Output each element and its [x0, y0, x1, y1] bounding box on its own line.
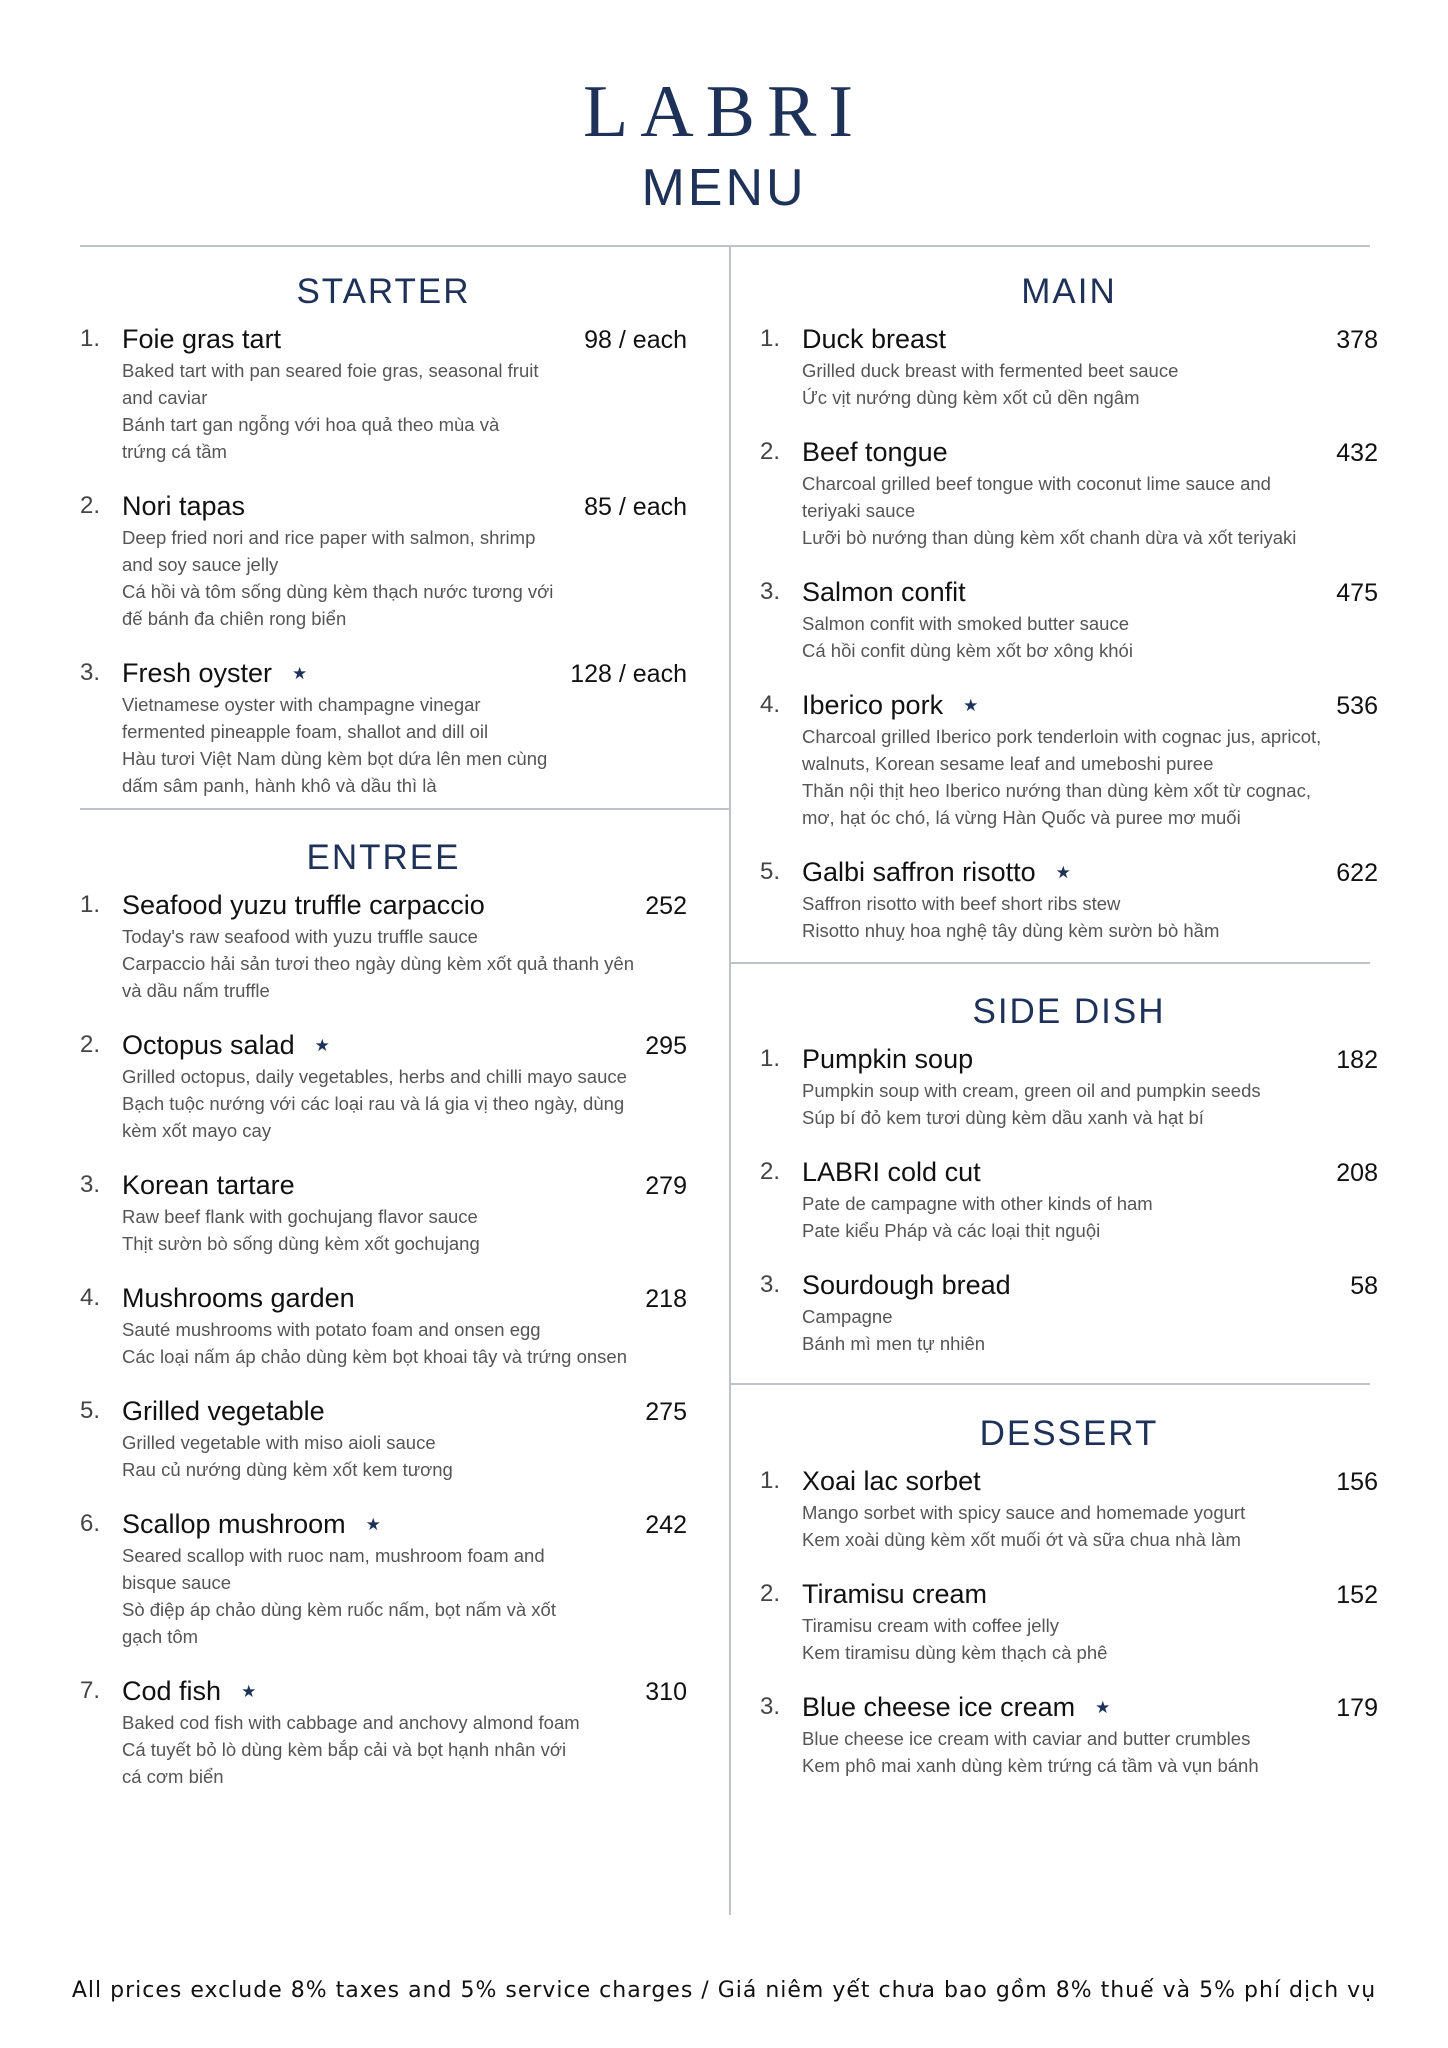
item-description: Baked tart with pan seared foie gras, seasonal fruit	[122, 360, 539, 381]
item-name: Mushrooms garden	[122, 1283, 355, 1313]
item-price: 279	[645, 1172, 687, 1200]
item-description: Sò điệp áp chảo dùng kèm ruốc nấm, bọt nấm và xốt	[122, 1599, 556, 1620]
menu-item	[760, 1268, 1378, 1357]
menu-item	[80, 1028, 687, 1144]
section-title: STARTER	[296, 272, 471, 311]
item-number: 2.	[760, 1580, 781, 1607]
item-name: Salmon confit	[802, 577, 966, 607]
menu-item	[80, 1507, 687, 1650]
item-description: Raw beef flank with gochujang flavor sauce	[122, 1206, 478, 1227]
starter-section	[80, 270, 687, 823]
item-description: bisque sauce	[122, 1572, 232, 1593]
menu-item	[80, 1281, 687, 1370]
item-name: Cod fish	[122, 1676, 222, 1706]
star-icon: ★	[1095, 1698, 1111, 1717]
menu-item	[760, 1155, 1378, 1244]
item-number: 4.	[80, 1284, 101, 1311]
item-price: 218	[645, 1285, 687, 1313]
item-description: Kem xoài dùng kèm xốt muối ớt và sữa chua nhà làm	[802, 1529, 1241, 1550]
menu-item	[80, 1674, 687, 1790]
item-name: Tiramisu cream	[802, 1579, 988, 1609]
item-description: Kem tiramisu dùng kèm thạch cà phê	[802, 1642, 1108, 1663]
item-price: 182	[1336, 1046, 1378, 1074]
item-name: Beef tongue	[802, 437, 948, 467]
item-description: Pumpkin soup with cream, green oil and pumpkin seeds	[802, 1080, 1261, 1101]
menu-item	[760, 1042, 1378, 1131]
item-number: 3.	[80, 659, 101, 686]
item-name: Fresh oyster	[122, 658, 273, 688]
item-number: 1.	[80, 325, 101, 352]
item-name: Scallop mushroom	[122, 1509, 346, 1539]
star-icon: ★	[963, 696, 979, 715]
menu-item	[760, 575, 1378, 664]
item-price: 208	[1336, 1159, 1378, 1187]
item-description: Ức vịt nướng dùng kèm xốt củ dền ngâm	[802, 387, 1140, 408]
item-number: 1.	[80, 891, 101, 918]
side-dessert-divider	[731, 1383, 1370, 1385]
menu-item	[80, 489, 687, 632]
item-description: Súp bí đỏ kem tươi dùng kèm dầu xanh và hạt bí	[802, 1107, 1204, 1128]
item-description: kèm xốt mayo cay	[122, 1120, 272, 1141]
item-description: Lưỡi bò nướng than dùng kèm xốt chanh dừa và xốt teriyaki	[802, 527, 1297, 548]
item-description: Cá hồi và tôm sống dùng kèm thạch nước tương với	[122, 581, 554, 602]
item-description: Tiramisu cream with coffee jelly	[802, 1615, 1060, 1636]
item-name: Sourdough bread	[802, 1270, 1011, 1300]
item-number: 2.	[760, 1158, 781, 1185]
star-icon: ★	[292, 664, 308, 683]
item-price: 536	[1336, 692, 1378, 720]
item-name: Pumpkin soup	[802, 1044, 974, 1074]
item-price: 179	[1336, 1694, 1378, 1722]
item-description: Carpaccio hải sản tươi theo ngày dùng kèm xốt quả thanh yên	[122, 953, 635, 974]
item-description: Cá tuyết bỏ lò dùng kèm bắp cải và bọt hạnh nhân với	[122, 1739, 567, 1760]
item-description: trứng cá tầm	[122, 441, 227, 462]
item-description: Cá hồi confit dùng kèm xốt bơ xông khói	[802, 640, 1133, 661]
star-icon: ★	[241, 1682, 257, 1701]
item-description: teriyaki sauce	[802, 500, 916, 521]
item-price: 475	[1336, 579, 1378, 607]
item-name: Nori tapas	[122, 491, 246, 521]
item-number: 2.	[80, 492, 101, 519]
item-description: Blue cheese ice cream with caviar and butter crumbles	[802, 1728, 1251, 1749]
item-description: Thịt sườn bò sống dùng kèm xốt gochujang	[122, 1233, 480, 1254]
item-description: Mango sorbet with spicy sauce and homemade yogurt	[802, 1502, 1246, 1523]
item-price: 128 / each	[570, 660, 687, 688]
item-price: 98 / each	[584, 326, 687, 354]
item-name: Duck breast	[802, 324, 947, 354]
item-description: Salmon confit with smoked butter sauce	[802, 613, 1129, 634]
item-number: 4.	[760, 691, 781, 718]
item-name: Grilled vegetable	[122, 1396, 325, 1426]
item-description: Charcoal grilled beef tongue with coconut lime sauce and	[802, 473, 1271, 494]
column-divider	[729, 245, 731, 1915]
item-description: Campagne	[802, 1306, 893, 1327]
item-description: Bánh mì men tự nhiên	[802, 1333, 986, 1354]
item-description: Deep fried nori and rice paper with salmon, shrimp	[122, 527, 536, 548]
item-name: Iberico pork	[802, 690, 944, 720]
item-price: 85 / each	[584, 493, 687, 521]
item-price: 58	[1350, 1272, 1378, 1300]
item-name: Foie gras tart	[122, 324, 282, 354]
item-price: 156	[1336, 1468, 1378, 1496]
item-name: LABRI cold cut	[802, 1157, 981, 1187]
item-name: Octopus salad	[122, 1030, 295, 1060]
price-note: All prices exclude 8% taxes and 5% service charges / Giá niêm yết chưa bao gồm 8% thuế và 5% phí dịch vụ	[71, 1978, 1377, 2003]
menu-item	[760, 322, 1378, 411]
section-title: SIDE DISH	[972, 992, 1166, 1031]
main-section	[760, 270, 1378, 968]
section-title: MAIN	[1021, 272, 1117, 311]
item-price: 152	[1336, 1581, 1378, 1609]
item-description: fermented pineapple foam, shallot and dill oil	[122, 721, 489, 742]
item-description: Grilled vegetable with miso aioli sauce	[122, 1432, 436, 1453]
menu-item	[80, 888, 687, 1004]
item-description: và dầu nấm truffle	[122, 980, 270, 1001]
item-description: cá cơm biển	[122, 1766, 224, 1787]
item-price: 242	[645, 1511, 687, 1539]
item-description: Các loại nấm áp chảo dùng kèm bọt khoai tây và trứng onsen	[122, 1346, 627, 1367]
item-number: 1.	[760, 325, 781, 352]
item-description: Pate de campagne with other kinds of ham	[802, 1193, 1153, 1214]
item-description: walnuts, Korean sesame leaf and umeboshi puree	[802, 753, 1214, 774]
item-description: đế bánh đa chiên rong biển	[122, 608, 347, 629]
item-price: 310	[645, 1678, 687, 1706]
item-price: 252	[645, 892, 687, 920]
item-name: Blue cheese ice cream	[802, 1692, 1076, 1722]
item-description: Baked cod fish with cabbage and anchovy almond foam	[122, 1712, 580, 1733]
menu-item	[760, 1690, 1378, 1779]
item-description: Thăn nội thịt heo Iberico nướng than dùng kèm xốt từ cognac,	[802, 780, 1311, 801]
section-title: ENTREE	[306, 838, 461, 877]
item-description: Bạch tuộc nướng với các loại rau và lá gia vị theo ngày, dùng	[122, 1093, 625, 1114]
item-description: dấm sâm panh, hành khô và dầu thì là	[122, 775, 437, 796]
item-description: Rau củ nướng dùng kèm xốt kem tương	[122, 1459, 453, 1480]
item-description: Risotto nhuỵ hoa nghệ tây dùng kèm sườn bò hầm	[802, 920, 1220, 941]
item-number: 7.	[80, 1677, 101, 1704]
item-number: 2.	[80, 1031, 101, 1058]
star-icon: ★	[365, 1515, 381, 1534]
item-description: Today's raw seafood with yuzu truffle sauce	[122, 926, 478, 947]
section-title: DESSERT	[979, 1414, 1159, 1453]
menu-item	[80, 1394, 687, 1483]
item-description: Hàu tươi Việt Nam dùng kèm bọt dứa lên men cùng	[122, 748, 548, 769]
menu-header	[0, 70, 1448, 220]
item-name: Seafood yuzu truffle carpaccio	[122, 890, 485, 920]
menu-item	[80, 656, 687, 799]
star-icon: ★	[1055, 863, 1071, 882]
item-name: Korean tartare	[122, 1170, 295, 1200]
item-description: Charcoal grilled Iberico pork tenderloin with cognac jus, apricot,	[802, 726, 1322, 747]
item-number: 6.	[80, 1510, 101, 1537]
item-price: 275	[645, 1398, 687, 1426]
item-description: and caviar	[122, 387, 208, 408]
item-number: 5.	[80, 1397, 101, 1424]
item-description: Kem phô mai xanh dùng kèm trứng cá tầm và vụn bánh	[802, 1755, 1259, 1776]
menu-item	[760, 435, 1378, 551]
item-description: Grilled duck breast with fermented beet sauce	[802, 360, 1179, 381]
item-price: 295	[645, 1032, 687, 1060]
item-description: Vietnamese oyster with champagne vinegar	[122, 694, 481, 715]
item-number: 2.	[760, 438, 781, 465]
item-number: 5.	[760, 858, 781, 885]
item-number: 1.	[760, 1467, 781, 1494]
item-price: 378	[1336, 326, 1378, 354]
item-number: 1.	[760, 1045, 781, 1072]
item-number: 3.	[760, 1271, 781, 1298]
menu-item	[760, 855, 1378, 944]
item-description: Grilled octopus, daily vegetables, herbs and chilli mayo sauce	[122, 1066, 627, 1087]
restaurant-name: LABRI	[583, 71, 865, 153]
item-number: 3.	[760, 1693, 781, 1720]
menu-title: MENU	[641, 159, 807, 217]
item-description: Saffron risotto with beef short ribs stew	[802, 893, 1121, 914]
menu-item	[80, 1168, 687, 1257]
side-dish-section	[760, 990, 1378, 1381]
menu-item	[760, 688, 1378, 831]
item-description: and soy sauce jelly	[122, 554, 279, 575]
dessert-section	[760, 1412, 1378, 1803]
item-price: 622	[1336, 859, 1378, 887]
item-description: mơ, hạt óc chó, lá vừng Hàn Quốc và puree mơ muối	[802, 807, 1241, 828]
item-number: 3.	[760, 578, 781, 605]
item-name: Galbi saffron risotto	[802, 857, 1036, 887]
menu-item	[760, 1577, 1378, 1666]
item-description: Seared scallop with ruoc nam, mushroom foam and	[122, 1545, 545, 1566]
star-icon: ★	[314, 1036, 330, 1055]
item-description: Pate kiểu Pháp và các loại thịt nguội	[802, 1220, 1101, 1241]
item-description: gạch tôm	[122, 1626, 199, 1647]
item-number: 3.	[80, 1171, 101, 1198]
menu-item	[760, 1464, 1378, 1553]
item-price: 432	[1336, 439, 1378, 467]
item-name: Xoai lac sorbet	[802, 1466, 981, 1496]
item-description: Bánh tart gan ngỗng với hoa quả theo mùa và	[122, 414, 500, 435]
item-description: Sauté mushrooms with potato foam and onsen egg	[122, 1319, 541, 1340]
top-divider	[80, 245, 1370, 247]
menu-item	[80, 322, 687, 465]
entree-section	[80, 836, 687, 1814]
